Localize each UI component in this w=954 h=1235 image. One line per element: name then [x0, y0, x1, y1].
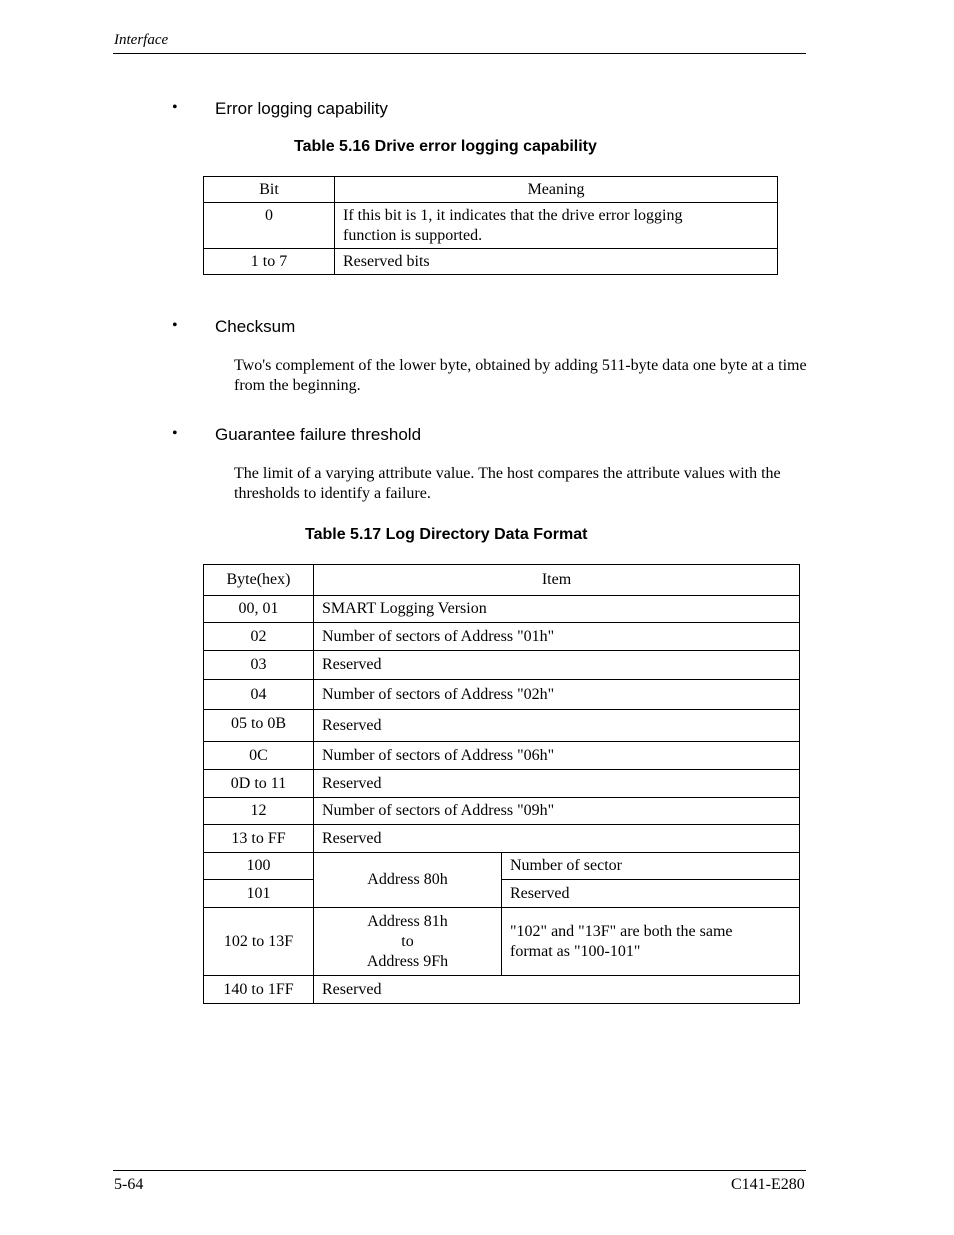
cell-byte: 03: [204, 651, 314, 680]
cell-byte: 100: [204, 853, 314, 880]
table-517: [203, 564, 800, 1004]
header-byte: Byte(hex): [204, 565, 314, 596]
guarantee-description: The limit of a varying attribute value. The host compares the attribute values with the thresholds to identify a failure.: [234, 465, 781, 502]
table-516: [203, 176, 778, 275]
cell-address-80h: Address 80h: [314, 853, 502, 908]
cell-item: Reserved: [314, 976, 800, 1004]
cell-byte: 0D to 11: [204, 770, 314, 798]
bullet-checksum: Checksum: [215, 317, 296, 336]
header-rule: [113, 53, 806, 54]
header-item: Item: [314, 565, 800, 596]
cell-byte: 12: [204, 798, 314, 825]
cell-byte: 102 to 13F: [204, 908, 314, 976]
cell-bit: 1 to 7: [204, 249, 335, 275]
cell-bit: 0: [204, 203, 335, 249]
cell-meaning: If this bit is 1, it indicates that the drive error logging function is supported.: [335, 203, 778, 249]
running-header: Interface: [114, 32, 169, 48]
cell-item: Reserved: [502, 880, 800, 908]
table-row: [204, 710, 800, 742]
cell-item: Number of sector: [502, 853, 800, 880]
cell-item: "102" and "13F" are both the same format as "100-101": [502, 908, 800, 976]
cell-address-81h-9fh: [314, 908, 502, 976]
table-row: [204, 976, 800, 1004]
document-id: C141-E280: [731, 1176, 805, 1193]
bullet-error-logging: Error logging capability: [215, 99, 388, 118]
cell-item: Reserved: [314, 825, 800, 853]
table-row: [204, 825, 800, 853]
cell-byte: 04: [204, 680, 314, 710]
table-row: [204, 596, 800, 623]
table-header-row: [204, 565, 800, 596]
header-meaning: Meaning: [335, 177, 778, 203]
table-row: [204, 623, 800, 651]
cell-item: Reserved: [314, 651, 800, 680]
table-row: [204, 770, 800, 798]
cell-byte: 101: [204, 880, 314, 908]
cell-item: Number of sectors of Address "01h": [314, 623, 800, 651]
bullet-dot-icon: •: [172, 425, 178, 442]
table-row: [204, 249, 778, 275]
cell-byte: 140 to 1FF: [204, 976, 314, 1004]
cell-item: Number of sectors of Address "02h": [314, 680, 800, 710]
cell-meaning: Reserved bits: [335, 249, 778, 275]
bullet-guarantee: Guarantee failure threshold: [215, 425, 422, 444]
cell-byte: 00, 01: [204, 596, 314, 623]
cell-byte: 05 to 0B: [204, 710, 314, 742]
address-range-start: Address 81h: [367, 912, 448, 930]
cell-byte: 13 to FF: [204, 825, 314, 853]
address-range-end: Address 9Fh: [366, 952, 449, 970]
table-header-row: [204, 177, 778, 203]
cell-item: Reserved: [314, 710, 800, 742]
cell-byte: 0C: [204, 742, 314, 770]
bullet-dot-icon: •: [172, 317, 178, 334]
table-row: [204, 880, 800, 908]
bullet-dot-icon: •: [172, 99, 178, 116]
footer-rule: [113, 1170, 806, 1171]
table-row: [204, 651, 800, 680]
header-bit: Bit: [204, 177, 335, 203]
table-row: [204, 908, 800, 976]
cell-byte: 02: [204, 623, 314, 651]
table-row: [204, 203, 778, 249]
cell-item: Number of sectors of Address "09h": [314, 798, 800, 825]
page-number: 5-64: [114, 1176, 144, 1193]
cell-item: Reserved: [314, 770, 800, 798]
table-row: [204, 798, 800, 825]
table-row: [204, 853, 800, 880]
cell-item: SMART Logging Version: [314, 596, 800, 623]
table-517-caption: Table 5.17 Log Directory Data Format: [305, 526, 588, 543]
address-range-to: to: [401, 932, 414, 950]
cell-item: Number of sectors of Address "06h": [314, 742, 800, 770]
table-row: [204, 680, 800, 710]
table-row: [204, 742, 800, 770]
checksum-description: Two's complement of the lower byte, obtained by adding 511-byte data one byte at a time from the beginning.: [234, 357, 807, 394]
table-516-caption: Table 5.16 Drive error logging capability: [294, 138, 597, 155]
